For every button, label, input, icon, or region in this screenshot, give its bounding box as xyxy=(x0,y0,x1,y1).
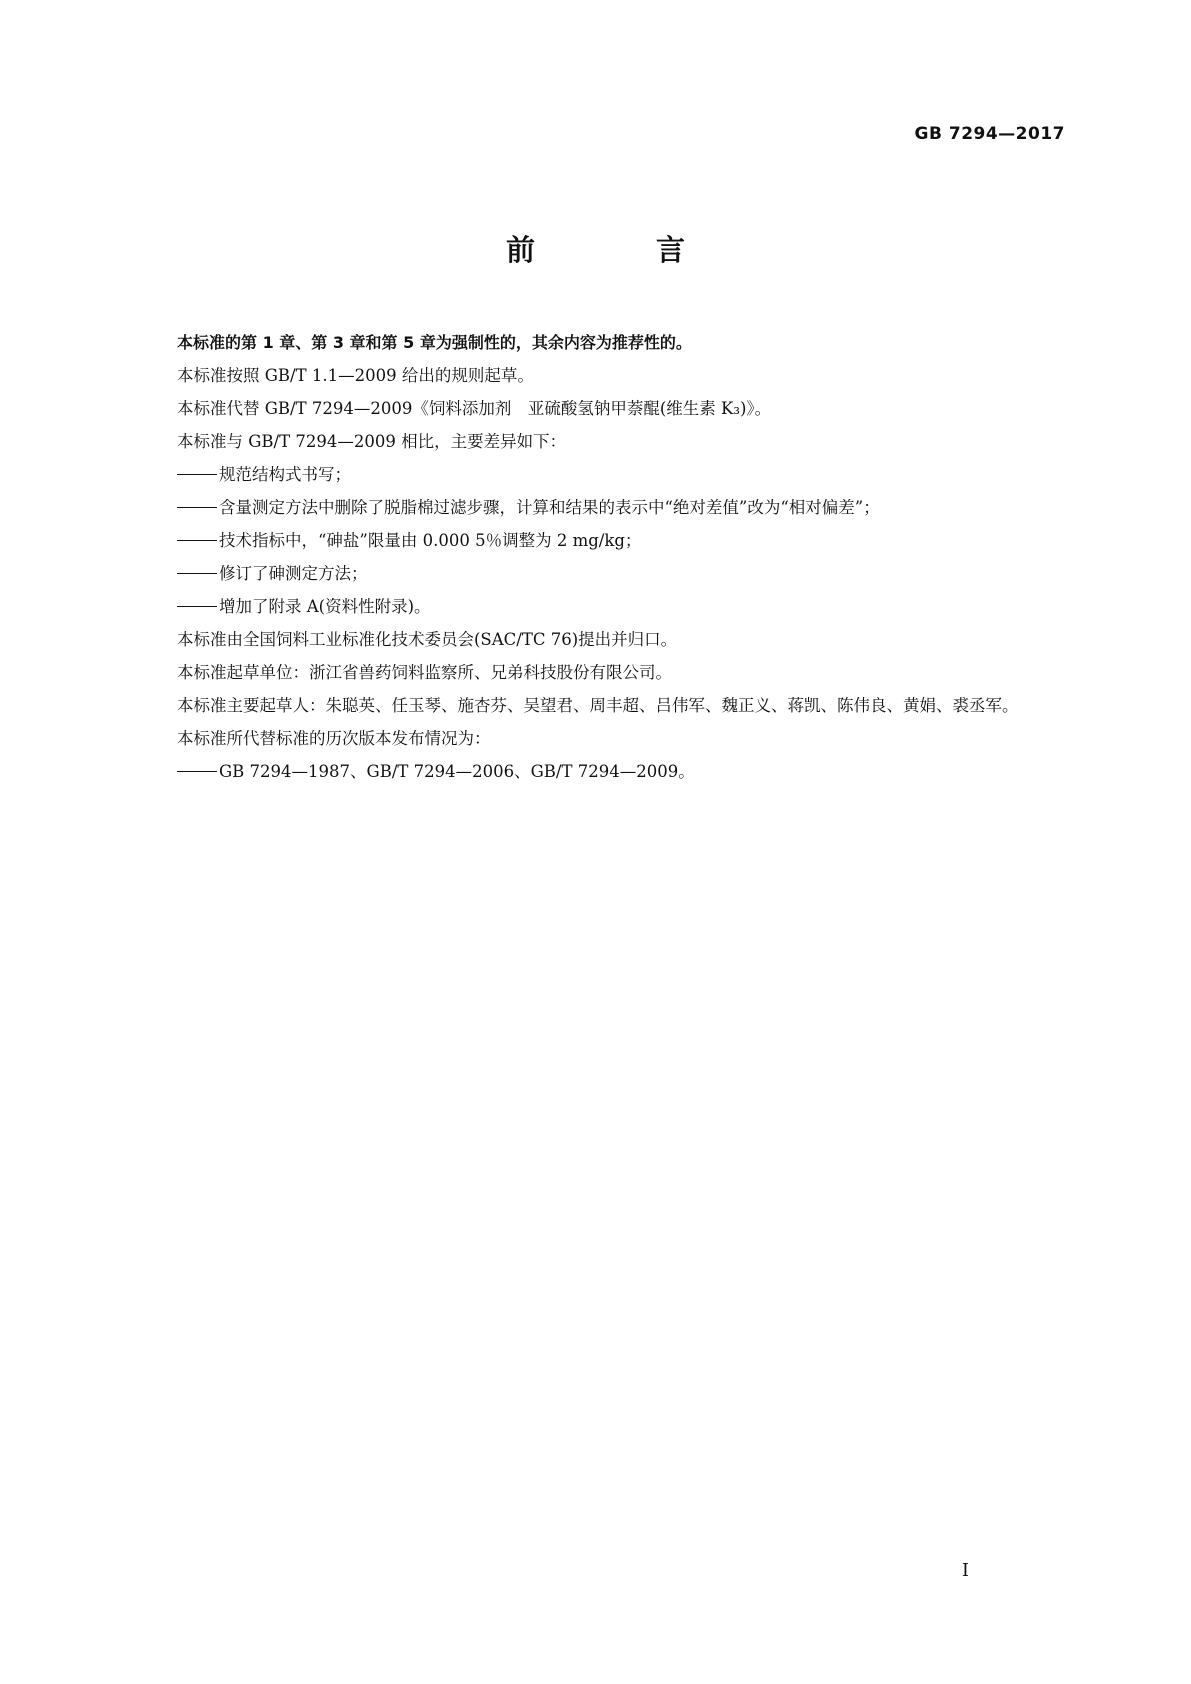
em-dash xyxy=(177,540,217,541)
drafters-paragraph: 本标准主要起草人：朱聪英、任玉琴、施杏芬、吴望君、周丰超、吕伟军、魏正义、蒋凯、陈伟良、黄娟、裘丞军。 xyxy=(177,696,1019,715)
drafting-units-paragraph: 本标准起草单位：浙江省兽药饲料监察所、兄弟科技股份有限公司。 xyxy=(177,663,672,682)
change-item-text: 含量测定方法中删除了脱脂棉过滤步骤，计算和结果的表示中“绝对差值”改为“相对偏差”； xyxy=(219,498,880,517)
history-intro-paragraph: 本标准所代替标准的历次版本发布情况为： xyxy=(177,729,491,748)
change-item-text: 规范结构式书写； xyxy=(219,465,351,484)
mandatory-statement: 本标准的第 1 章、第 3 章和第 5 章为强制性的，其余内容为推荐性的。 xyxy=(177,333,692,352)
replaces-paragraph: 本标准代替 GB/T 7294—2009《饲料添加剂 亚硫酸氢钠甲萘醌(维生素 K₃)》。 xyxy=(177,399,772,418)
history-item xyxy=(137,755,1067,788)
change-item-text: 技术指标中，“砷盐”限量由 0.000 5％调整为 2 mg/kg； xyxy=(219,531,642,550)
change-item xyxy=(137,458,1067,491)
drafting-rules-paragraph: 本标准按照 GB/T 1.1—2009 给出的规则起草。 xyxy=(177,366,534,385)
change-item xyxy=(137,557,1067,590)
change-item-text: 增加了附录 A(资料性附录)。 xyxy=(219,597,431,616)
foreword-body xyxy=(137,326,1067,788)
page-title: 前 言 xyxy=(505,233,731,267)
history-item-text: GB 7294—1987、GB/T 7294—2006、GB/T 7294—2009。 xyxy=(219,762,695,781)
change-item-text: 修订了砷测定方法； xyxy=(219,564,368,583)
em-dash xyxy=(177,474,217,475)
change-item xyxy=(137,491,1067,524)
em-dash xyxy=(177,606,217,607)
standard-code: GB 7294—2017 xyxy=(914,124,1065,144)
comparison-paragraph: 本标准与 GB/T 7294—2009 相比，主要差异如下： xyxy=(177,432,567,451)
em-dash xyxy=(177,507,217,508)
em-dash xyxy=(177,573,217,574)
proposed-by-paragraph: 本标准由全国饲料工业标准化技术委员会(SAC/TC 76)提出并归口。 xyxy=(177,630,678,649)
change-item xyxy=(137,590,1067,623)
page-number: I xyxy=(961,1560,969,1581)
change-item xyxy=(137,524,1067,557)
em-dash xyxy=(177,771,217,772)
